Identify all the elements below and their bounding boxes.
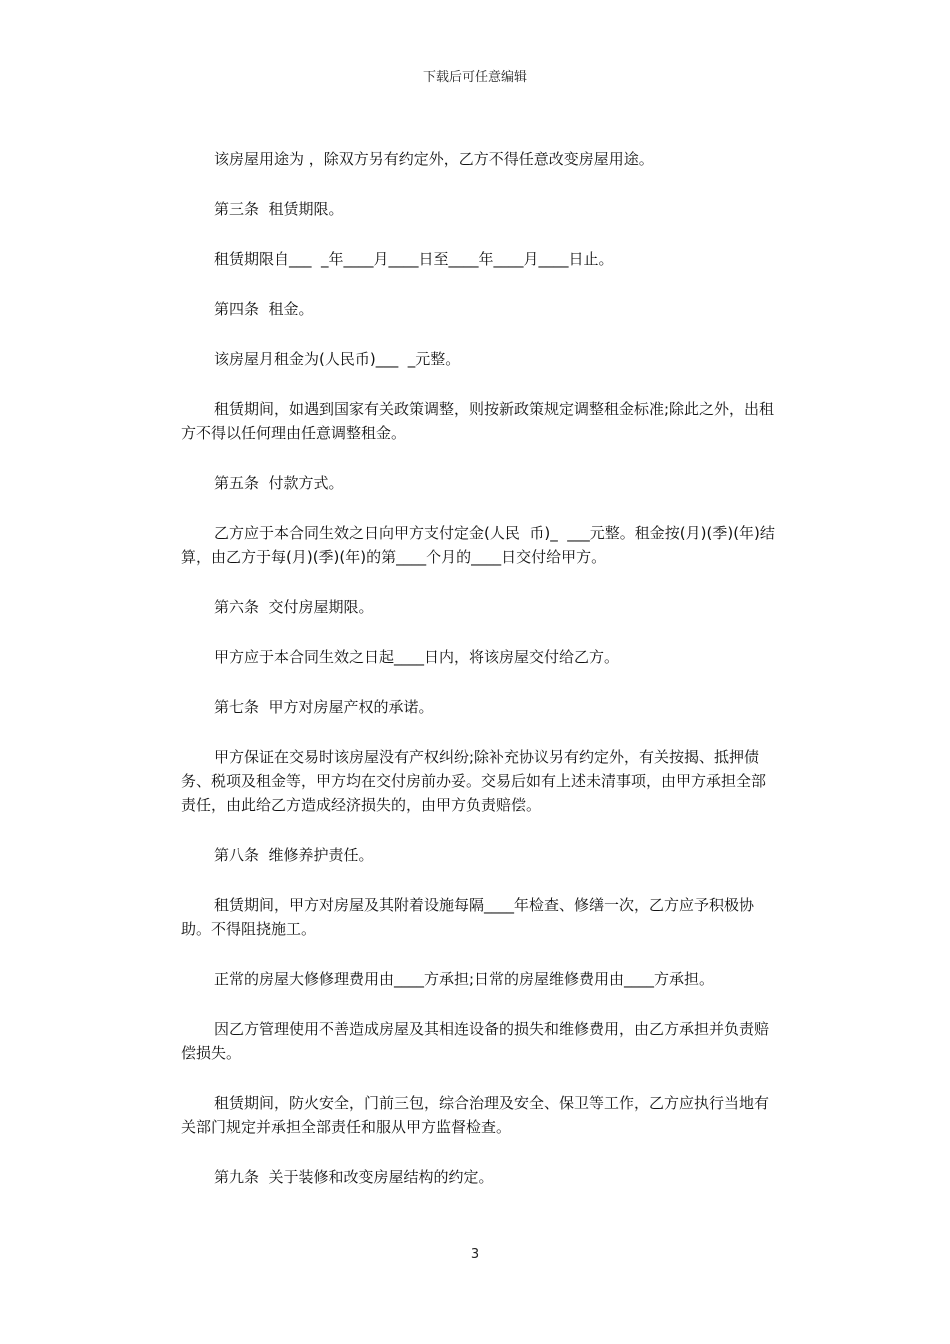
article-7-title: 第七条 甲方对房屋产权的承诺。 (214, 698, 434, 716)
article-3-title: 第三条 租赁期限。 (214, 200, 344, 218)
article-6-title: 第六条 交付房屋期限。 (214, 598, 374, 616)
paragraph-lease-term: 租赁期限自___ _年____月____日至____年____月____日止。 (214, 250, 614, 268)
paragraph-safety: 租赁期间，防火安全，门前三包，综合治理及安全、保卫等工作，乙方应执行当地有关部门规定并承担全部责任和服从甲方监督检查。 (181, 1094, 770, 1136)
document-body (181, 147, 775, 1215)
paragraph-inspection: 租赁期间，甲方对房屋及其附着设施每隔____年检查、修缮一次，乙方应予积极协助。不得阻挠施工。 (181, 896, 755, 938)
article-5-title: 第五条 付款方式。 (214, 474, 344, 492)
article-4-title: 第四条 租金。 (214, 300, 314, 318)
article-8-title: 第八条 维修养护责任。 (214, 846, 374, 864)
page-number: 3 (470, 1247, 480, 1262)
paragraph-usage: 该房屋用途为 ，除双方另有约定外，乙方不得任意改变房屋用途。 (214, 150, 654, 168)
paragraph-rent-adjustment: 租赁期间，如遇到国家有关政策调整，则按新政策规定调整租金标准;除此之外，出租方不得以任何理由任意调整租金。 (181, 400, 775, 442)
article-9-title: 第九条 关于装修和改变房屋结构的约定。 (214, 1168, 494, 1186)
paragraph-damage-liability: 因乙方管理使用不善造成房屋及其相连设备的损失和维修费用，由乙方承担并负责赔偿损失。 (181, 1020, 770, 1062)
paragraph-payment: 乙方应于本合同生效之日向甲方支付定金(人民 币)_ ___元整。租金按(月)(季)(年)结算，由乙方于每(月)(季)(年)的第____个月的____日交付给甲方。 (181, 524, 775, 566)
paragraph-delivery: 甲方应于本合同生效之日起____日内，将该房屋交付给乙方。 (214, 648, 620, 666)
paragraph-repair-costs: 正常的房屋大修修理费用由____方承担;日常的房屋维修费用由____方承担。 (214, 970, 715, 988)
paragraph-property-guarantee: 甲方保证在交易时该房屋没有产权纠纷;除补充协议另有约定外，有关按揭、抵押债务、税项及租金等，甲方均在交付房前办妥。交易后如有上述未清事项，由甲方承担全部责任，由此给乙方造成经济损失的，由甲方负责赔偿。 (181, 748, 767, 814)
paragraph-monthly-rent: 该房屋月租金为(人民币)___ _元整。 (214, 350, 461, 368)
page-header: 下载后可任意编辑 (422, 70, 527, 85)
